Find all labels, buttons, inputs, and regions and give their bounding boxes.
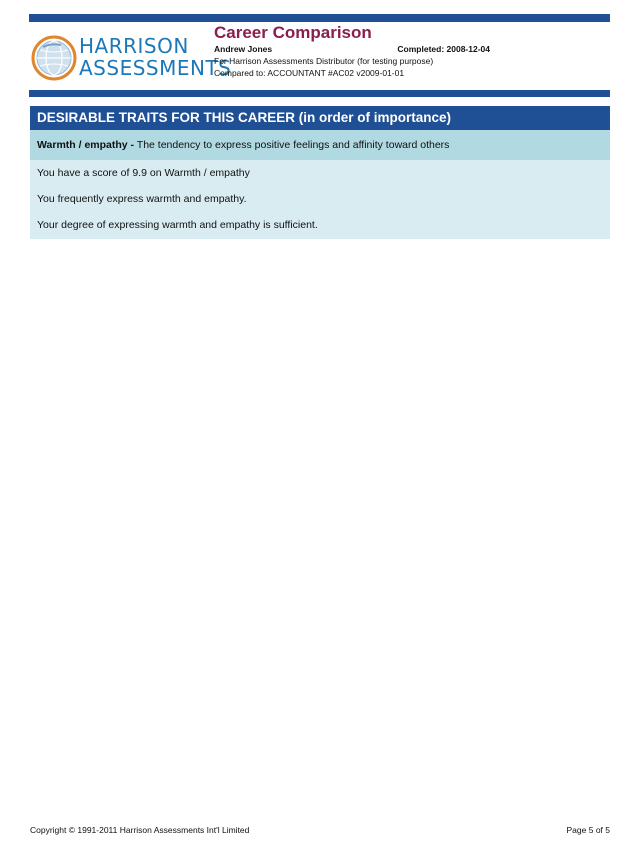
result-assessment: Your degree of expressing warmth and empathy is sufficient. [37,219,318,231]
trait-name: Warmth / empathy - [37,139,135,151]
result-frequency: You frequently express warmth and empathy. [37,193,247,205]
globe-logo-icon [31,33,77,83]
report-header [214,23,610,79]
trait-results [30,160,610,239]
result-score: You have a score of 9.9 on Warmth / empathy [37,167,250,179]
distributor-line: For Harrison Assessments Distributor (for testing purpose) [214,56,434,66]
header-divider [29,90,610,97]
footer-page-number: Page 5 of 5 [566,825,610,835]
top-rule [29,14,610,22]
section-heading: DESIRABLE TRAITS FOR THIS CAREER (in order of importance) [30,106,610,130]
logo-wordmark-line2: ASSESSMENTS [79,56,232,80]
trait-definition: The tendency to express positive feelings and affinity toward others [134,139,450,151]
compared-to-line: Compared to: ACCOUNTANT #AC02 v2009-01-01 [214,68,405,78]
harrison-logo [31,33,232,83]
trait-row [30,130,610,160]
page-title: Career Comparison [214,23,372,42]
footer-copyright: Copyright © 1991-2011 Harrison Assessments Int'l Limited [30,825,250,835]
candidate-name: Andrew Jones [214,44,273,54]
logo-wordmark-line1: HARRISON [79,34,189,58]
completed-date: Completed: 2008-12-04 [397,44,490,54]
